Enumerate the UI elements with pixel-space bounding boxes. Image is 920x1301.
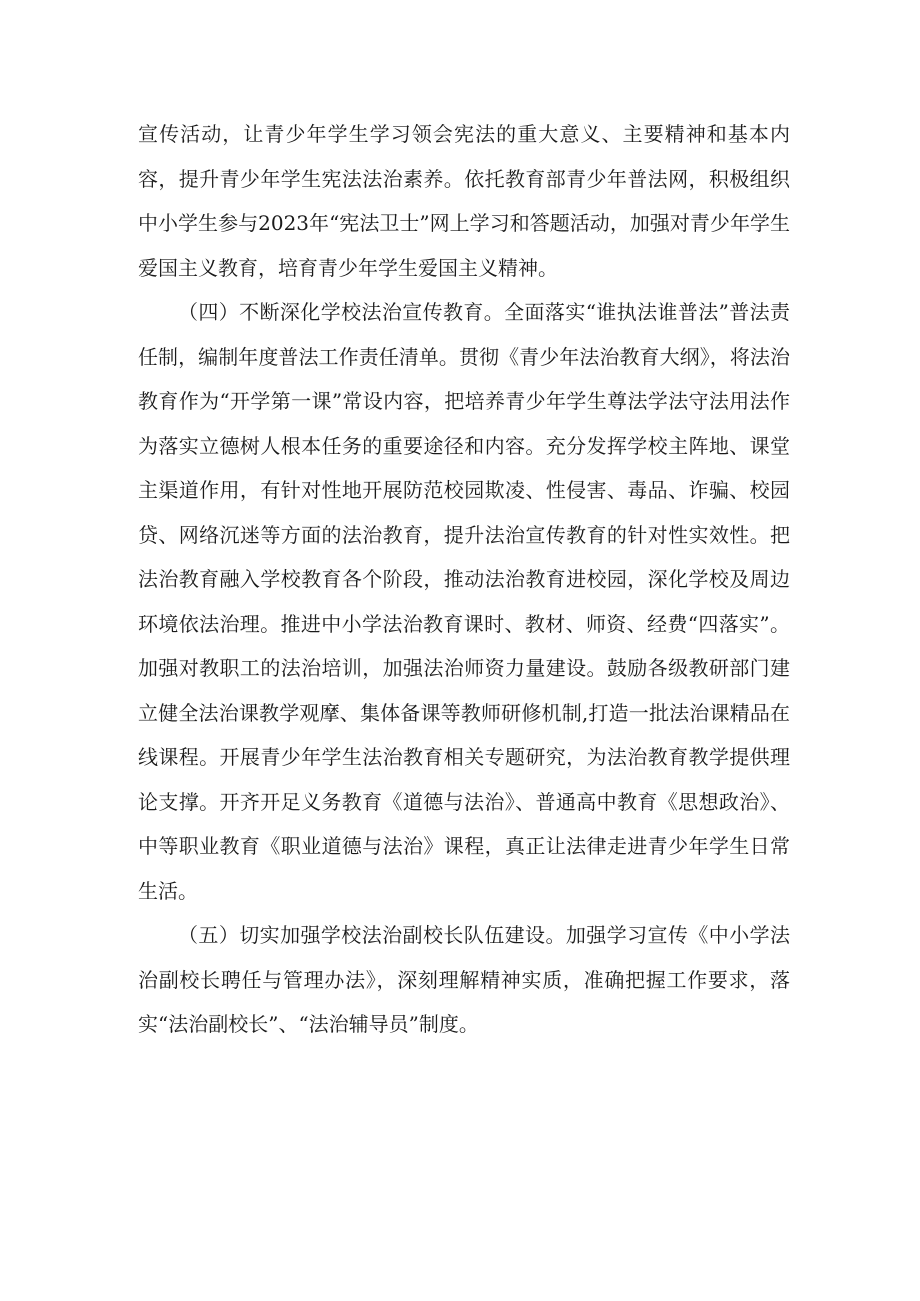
paragraph-continuation: 宣传活动，让青少年学生学习领会宪法的重大意义、主要精神和基本内容，提升青少年学生宪法法治素养。依托教育部青少年普法网，积极组织中小学生参与2023年“宪法卫士”网上学习和答题活动，加强对青少年学生爱国主义教育，培育青少年学生爱国主义精神。 xyxy=(138,122,790,280)
paragraph-section-five: （五）切实加强学校法治副校长队伍建设。加强学习宣传《中小学法治副校长聘任与管理办法》，深刻理解精神实质，准确把握工作要求，落实“法治副校长”、“法治辅导员”制度。 xyxy=(138,923,790,1036)
paragraph-section-four: （四）不断深化学校法治宣传教育。全面落实“谁执法谁普法”普法责任制，编制年度普法工作责任清单。贯彻《青少年法治教育大纲》，将法治教育作为“开学第一课”常设内容，把培养青少年学生尊法学法守法用法作为落实立德树人根本任务的重要途径和内容。充分发挥学校主阵地、课堂主渠道作用，有针对性地开展防范校园欺凌、性侵害、毒品、诈骗、校园贷、网络沉迷等方面的法治教育，提升法治宣传教育的针对性实效性。把法治教育融入学校教育各个阶段，推动法治教育进校园，深化学校及周边环境依法治理。推进中小学法治教育课时、教材、师资、经费“四落实”。加强对教职工的法治培训，加强法治师资力量建设。鼓励各级教研部门建立健全法治课教学观摩、集体备课等教师研修机制,打造一批法治课精品在线课程。开展青少年学生法治教育相关专题研究，为法治教育教学提供理论支撑。开齐开足义务教育《道德与法治》、普通高中教育《思想政治》、中等职业教育《职业道德与法治》课程，真正让法律走进青少年学生日常生活。 xyxy=(138,300,790,903)
document-body xyxy=(138,112,790,1047)
